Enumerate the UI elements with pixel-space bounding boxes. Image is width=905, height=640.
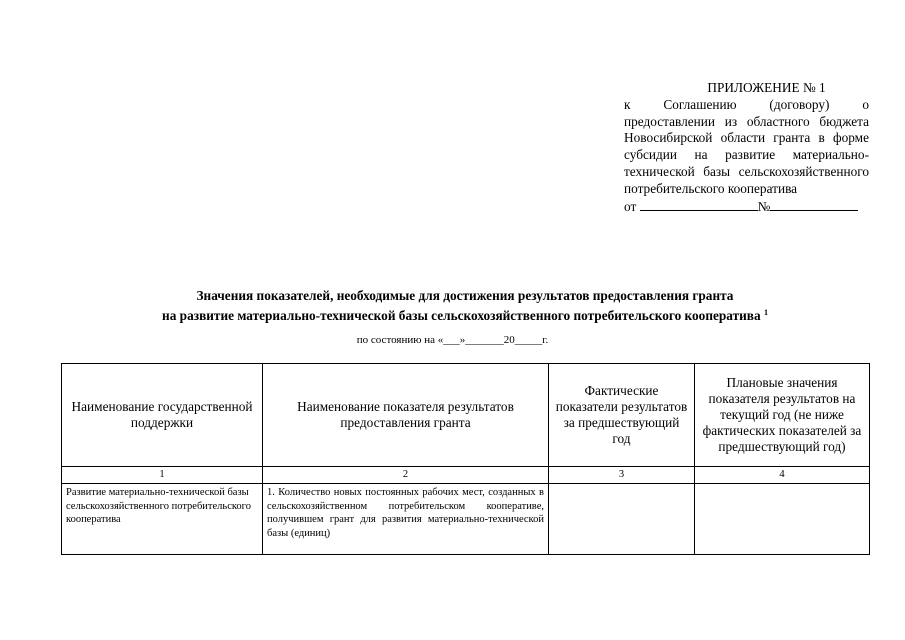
title-line-2-text: на развитие материально-технической базы сельскохозяйственного потребительского кооператива [162, 308, 761, 323]
header-planned-values: Плановые значения показателя результатов на текущий год (не ниже фактических показателей за предшествующий год) [695, 364, 870, 467]
planned-value-cell [695, 484, 870, 555]
support-name-cell: Развитие материально-технической базы сельскохозяйственного потребительского кооператива [62, 484, 263, 555]
indicators-table [61, 363, 870, 555]
appendix-text: к Соглашению (договору) о предоставлении из областного бюджета Новосибирской области гранта в форме субсидии на развитие материально-технической базы сельскохозяйственного потребительского кооператива [624, 96, 869, 196]
appendix-date-line [624, 198, 869, 216]
date-prefix: от [624, 198, 637, 214]
column-number: 2 [263, 467, 549, 484]
title-line-2 [60, 304, 870, 324]
column-number: 1 [62, 467, 263, 484]
number-blank [770, 198, 858, 211]
appendix-block [624, 80, 869, 215]
appendix-title: ПРИЛОЖЕНИЕ № 1 [707, 80, 826, 95]
actual-value-cell [549, 484, 695, 555]
title-line-1: Значения показателей, необходимые для достижения результатов предоставления гранта [196, 288, 734, 303]
header-actual-values: Фактические показатели результатов за предшествующий год [549, 364, 695, 467]
footnote-marker: 1 [763, 308, 768, 317]
indicator-name-cell: 1. Количество новых постоянных рабочих мест, созданных в сельскохозяйственном потребительском кооперативе, получившем грант для развития материально-технической базы (единиц) [263, 484, 549, 555]
header-indicator-name: Наименование показателя результатов предоставления гранта [263, 364, 549, 467]
column-number-row [62, 467, 870, 484]
document-title [60, 287, 870, 324]
column-number: 3 [549, 467, 695, 484]
as-of-date: по состоянию на «___»_______20_____г. [356, 334, 549, 346]
date-blank [640, 198, 758, 211]
table-header-row [62, 364, 870, 467]
table-row [62, 484, 870, 555]
header-support-name: Наименование государственной поддержки [62, 364, 263, 467]
column-number: 4 [695, 467, 870, 484]
number-sign: № [757, 198, 771, 214]
